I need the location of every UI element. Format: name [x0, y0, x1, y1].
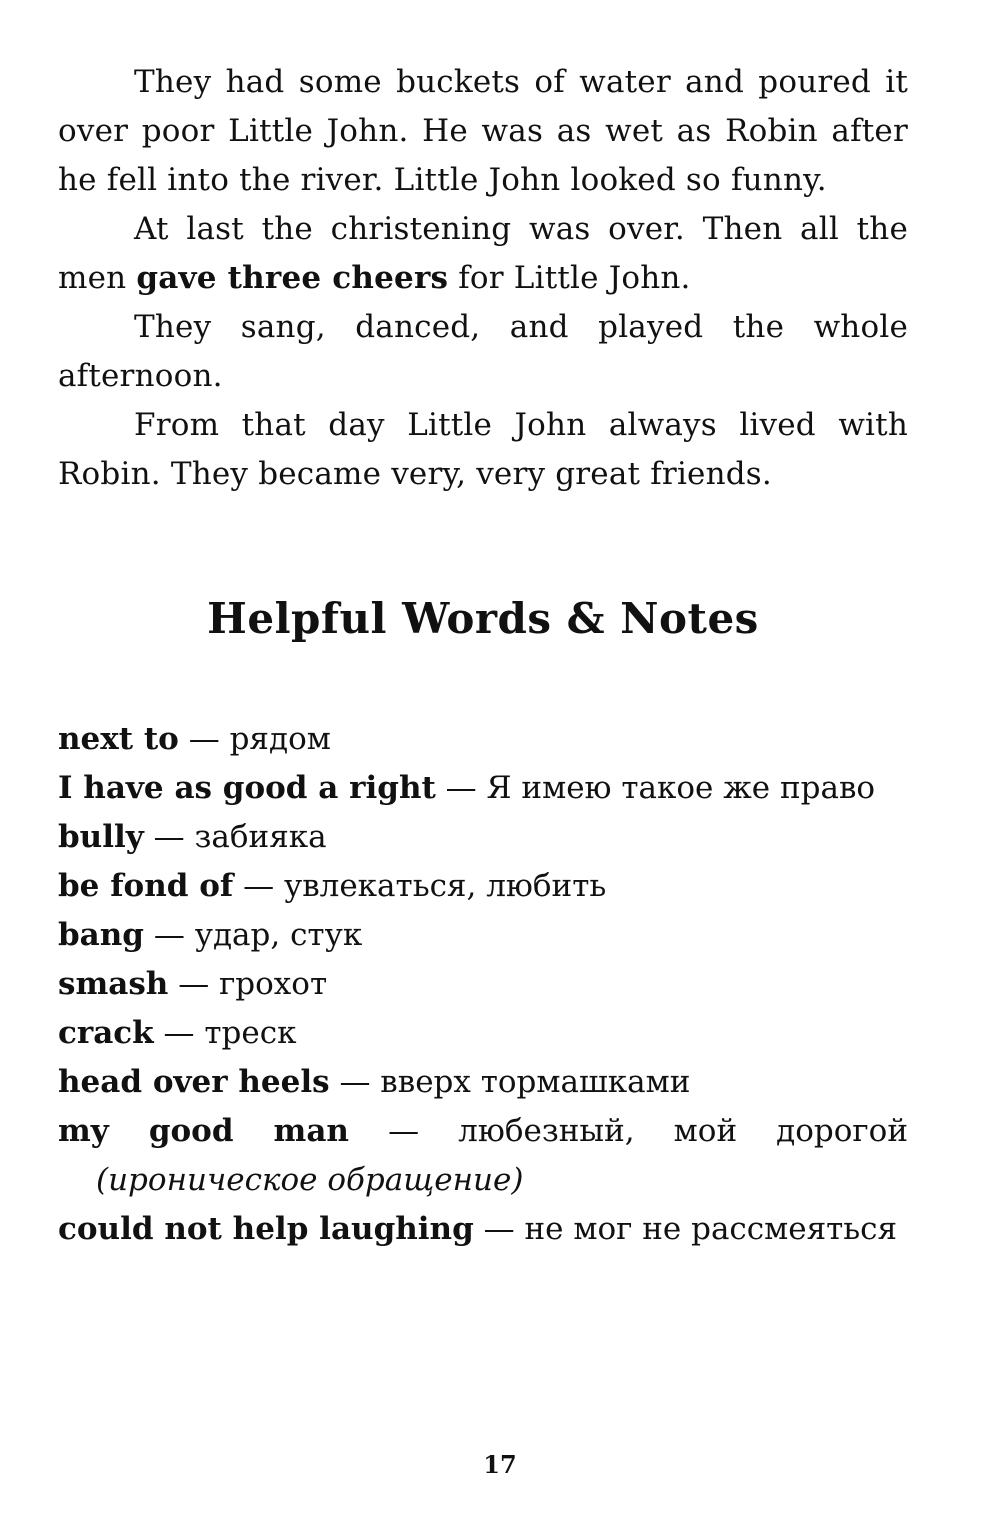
dash: — — [445, 770, 477, 806]
dash: — — [243, 868, 275, 904]
glossary-list — [58, 715, 908, 1254]
paragraph-2-text-end: for Little John. — [448, 260, 691, 296]
glossary-meaning: Я имею такое же право — [486, 770, 876, 806]
glossary-meaning: увлекаться, любить — [283, 868, 607, 904]
glossary-meaning: не мог не рассмеяться — [524, 1211, 898, 1247]
glossary-term: could not help laughing — [58, 1211, 474, 1247]
glossary-entry — [58, 960, 908, 1009]
glossary-term: smash — [58, 966, 169, 1002]
paragraph-2-text-start: At last the christening was over. Then all the men — [58, 211, 908, 296]
glossary-entry — [58, 1205, 908, 1254]
book-page — [58, 58, 908, 1254]
story-paragraph-4: From that day Little John always lived with Robin. They became very, very great friends. — [58, 407, 908, 492]
glossary-meaning: грохот — [219, 966, 328, 1002]
dash: — — [153, 917, 185, 953]
glossary-term: head over heels — [58, 1064, 330, 1100]
glossary-meaning: забияка — [194, 819, 327, 855]
bold-phrase-gave-three-cheers: gave three cheers — [136, 260, 449, 296]
dash: — — [188, 721, 220, 757]
dash: — — [483, 1211, 515, 1247]
dash: — — [178, 966, 210, 1002]
glossary-meaning: вверх тормашками — [380, 1064, 691, 1100]
dash: — — [153, 819, 185, 855]
glossary-entry — [58, 911, 908, 960]
glossary-term: crack — [58, 1015, 154, 1051]
glossary-meaning: удар, стук — [194, 917, 363, 953]
glossary-entry — [58, 1058, 908, 1107]
glossary-entry — [58, 1009, 908, 1058]
glossary-term: I have as good a right — [58, 770, 436, 806]
glossary-entry — [58, 813, 908, 862]
dash: — — [163, 1015, 195, 1051]
glossary-meaning: рядом — [229, 721, 331, 757]
glossary-meaning: треск — [204, 1015, 297, 1051]
glossary-meaning: любезный, мой дорогой — [458, 1113, 909, 1149]
story-paragraph-2 — [58, 205, 908, 303]
glossary-entry — [58, 1107, 908, 1205]
glossary-note: (ироническое обращение) — [96, 1162, 524, 1198]
glossary-entry — [58, 715, 908, 764]
glossary-term: bang — [58, 917, 144, 953]
story-paragraph-3: They sang, danced, and played the whole afternoon. — [58, 309, 908, 394]
glossary-term: bully — [58, 819, 144, 855]
dash: — — [388, 1113, 420, 1149]
section-heading: Helpful Words & Notes — [207, 594, 759, 643]
page-number: 17 — [483, 1450, 517, 1479]
glossary-entry — [58, 764, 908, 813]
glossary-term: next to — [58, 721, 179, 757]
dash: — — [339, 1064, 371, 1100]
glossary-term: my good man — [58, 1113, 349, 1149]
glossary-term: be fond of — [58, 868, 234, 904]
glossary-entry — [58, 862, 908, 911]
story-paragraph-1: They had some buckets of water and poured it over poor Little John. He was as wet as Robin after he fell into the river. Little John looked so funny. — [58, 64, 908, 198]
